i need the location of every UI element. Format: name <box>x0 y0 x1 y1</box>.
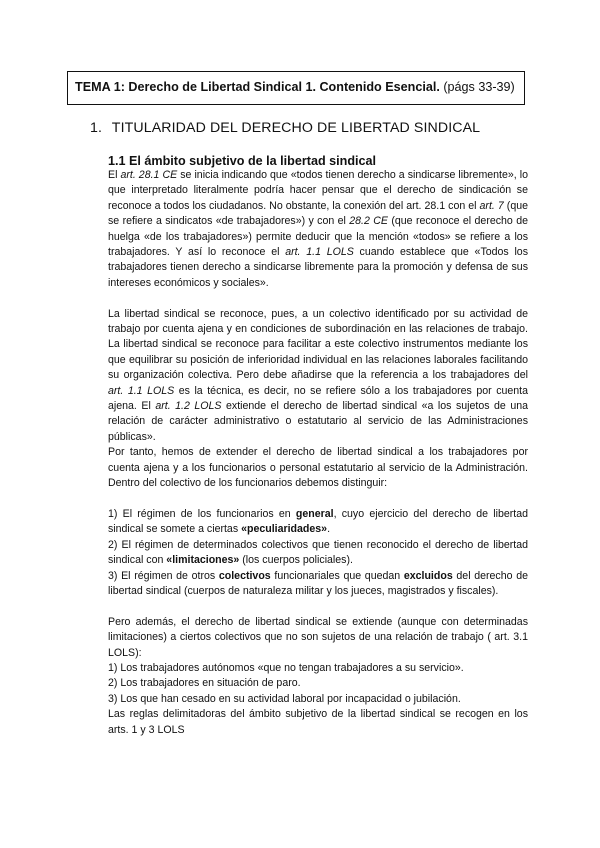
list1-item-1-text: . <box>327 523 331 536</box>
p1-article-ref: 28.2 CE <box>349 215 388 228</box>
list2-item-2: 2) Los trabajadores en situación de paro. <box>108 677 301 690</box>
paragraph-1 <box>108 168 528 291</box>
p2-text-3: extiende el derecho de libertad sindical «a los sujetos de una relación de carácter administrativo o estatutario al servicio de las Administraciones públicas». <box>108 400 529 443</box>
list1-item-1 <box>108 507 528 538</box>
paragraph-4: Pero además, el derecho de libertad sindical se extiende (aunque con determinadas limitaciones) a ciertos colectivos que no son sujetos de una relación de trabajo ( art. 3.1 LOLS): <box>108 615 528 659</box>
list2-item-1: 1) Los trabajadores autónomos «que no tengan trabajadores a su servicio». <box>108 661 464 674</box>
body-text <box>108 168 528 738</box>
p1-text-2: se inicia indicando que «todos tienen derecho a sindicarse libremente», lo que interpretado literalmente podría hacer pensar que el derecho de sindicación se reconoce a todos los ciudadanos. No obstante, la conexión del art. 28.1 con el <box>108 169 528 212</box>
list1-item-2-text: (los cuerpos policiales). <box>239 554 353 567</box>
section-number: 1. <box>90 120 103 136</box>
paragraph-5: Las reglas delimitadoras del ámbito subjetivo de la libertad sindical se recogen en los arts. 1 y 3 LOLS <box>108 708 528 736</box>
list1-item-1-bold: general <box>295 507 334 520</box>
list1-item-2-bold: «limitaciones» <box>166 554 240 567</box>
topic-title: TEMA 1: Derecho de Libertad Sindical 1. Contenido Esencial. <box>75 80 440 94</box>
topic-pages: (págs 33-39) <box>439 80 515 94</box>
p1-text-3: (que se refiere a sindicatos «de trabajadores») y con el <box>108 199 528 228</box>
list1-item-3-bold: colectivos <box>218 569 271 582</box>
list2-item-3: 3) Los que han cesado en su actividad laboral por incapacidad o jubilación. <box>108 692 461 705</box>
p1-text-4: (que reconoce el derecho de huelga «de los trabajadores») permite deducir que la mención «todos» se refiere a los trabajadores. Y así lo reconoce el <box>108 215 528 259</box>
paragraph-3: Por tanto, hemos de extender el derecho de libertad sindical a los trabajadores por cuenta ajena y a los funcionarios o personal estatutario al servicio de la Administración. Dentro del colectivo de los funcionarios debemos distinguir: <box>108 446 528 490</box>
section-heading <box>90 120 480 136</box>
list1-item-3-text: 3) El régimen de otros <box>108 569 219 582</box>
list1-item-3-bold: excluidos <box>403 569 453 582</box>
p2-text-2: es la técnica, es decir, no se refiere sólo a los trabajadores por cuenta ajena. El <box>108 384 528 413</box>
p1-text-5: cuando establece que «Todos los trabajadores tienen derecho a sindicarse libremente para la promoción y defensa de sus intereses económicos y sociales». <box>108 246 528 289</box>
p1-text-1: El <box>108 169 121 181</box>
list1-item-1-text: , cuyo ejercicio del derecho de libertad sindical se somete a ciertas <box>108 507 528 536</box>
list1-item-2-text: 2) El régimen de determinados colectivos que tienen reconocido el derecho de libertad sindical con <box>108 538 528 567</box>
list1-item-1-text: 1) El régimen de los funcionarios en <box>108 507 296 520</box>
p2-article-ref: art. 1.1 LOLS <box>108 384 175 397</box>
p2-text-1: La libertad sindical se reconoce, pues, a un colectivo identificado por su actividad de trabajo por cuenta ajena y en condiciones de subordinación en las relaciones de trabajo. La libertad sindical se reconoce para facilitar a este colectivo instrumentos mediante los que equilibrar su posición de inferioridad individual en las relaciones laborales facilitando su organización colectiva. Pero debe añadirse que la referencia a los trabajadores del <box>108 307 528 382</box>
list1-item-1-bold: «peculiaridades» <box>241 523 328 536</box>
paragraph-2 <box>108 307 528 446</box>
list1-item-3-text: funcionariales que quedan <box>270 569 404 582</box>
subsection-heading: 1.1 El ámbito subjetivo de la libertad sindical <box>108 154 377 168</box>
p1-article-ref: art. 28.1 CE <box>120 169 178 181</box>
list1-item-3-text: del derecho de libertad sindical (cuerpos de naturaleza militar y los jueces, magistrados y fiscales). <box>108 569 528 597</box>
p1-article-ref: art. 7 <box>479 199 504 212</box>
list1-item-2 <box>108 538 528 569</box>
list1-item-3 <box>108 569 528 600</box>
p2-article-ref: art. 1.2 LOLS <box>155 400 222 413</box>
p1-article-ref: art. 1.1 LOLS <box>285 246 354 259</box>
topic-header-box <box>67 71 525 105</box>
section-title: TITULARIDAD DEL DERECHO DE LIBERTAD SINDICAL <box>111 120 481 136</box>
